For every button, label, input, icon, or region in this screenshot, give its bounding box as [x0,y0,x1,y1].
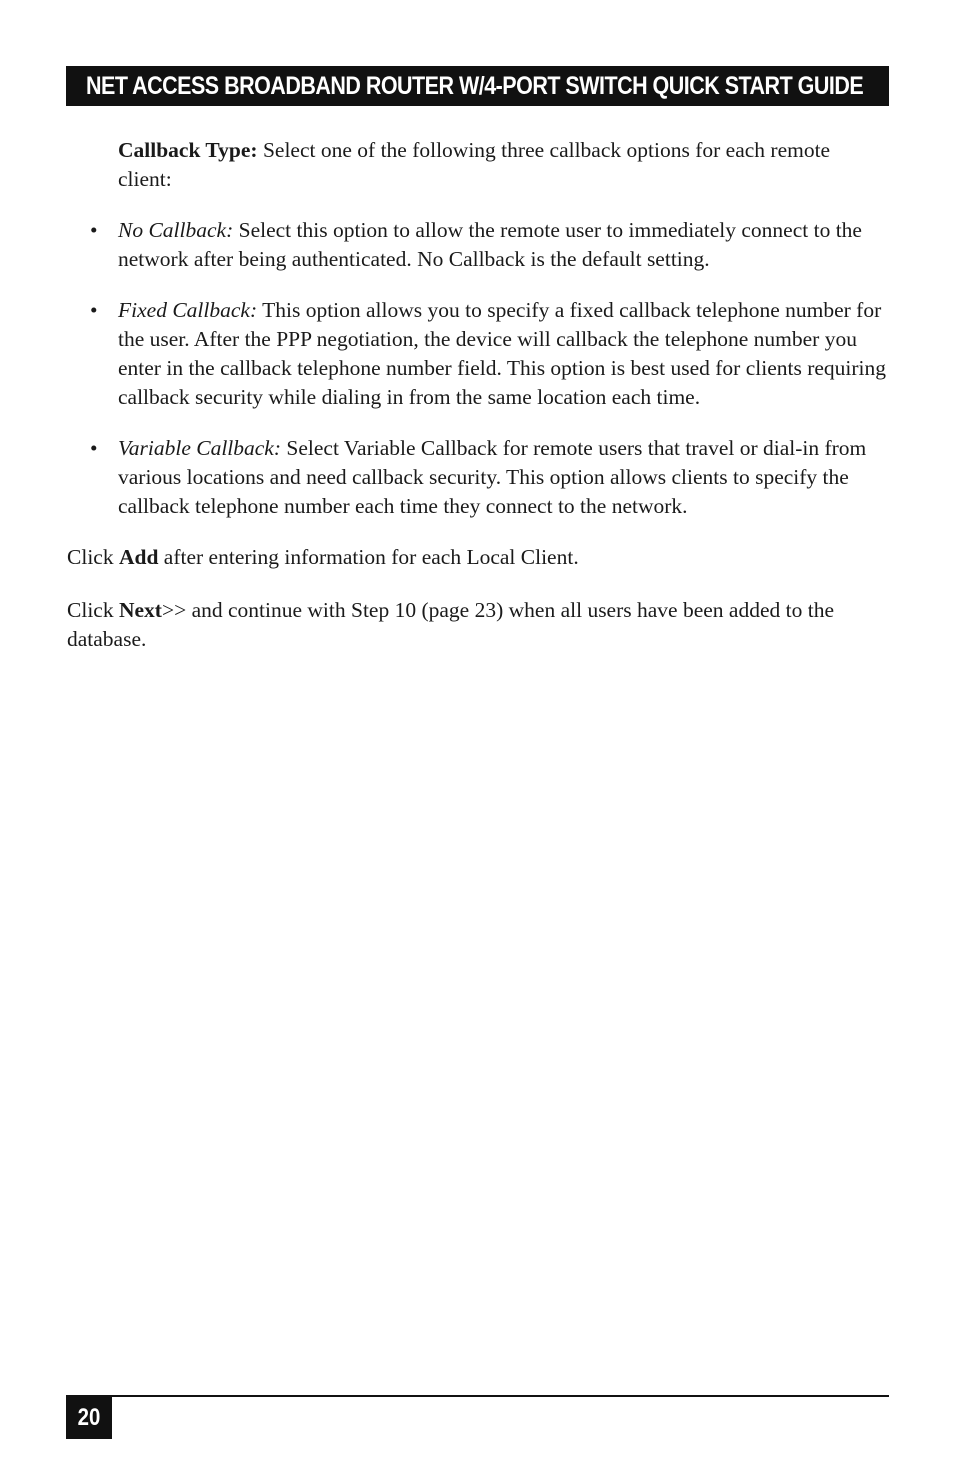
page-header-title: NET ACCESS BROADBAND ROUTER W/4-PORT SWITCH QUICK START GUIDE [86,72,864,100]
header-bar [66,66,889,106]
bullet-term: Variable Callback: [118,436,282,460]
bullet-term: Fixed Callback: [118,298,258,322]
bullet-term: No Callback: [118,218,234,242]
main-content [67,136,887,676]
next-prefix: Click [67,598,119,622]
next-keyword: Next [118,598,162,622]
callback-type-text: Select one of the following three callback options for each remote client: [118,138,831,191]
bullet-icon: • [90,218,98,242]
bullet-icon: • [90,436,98,460]
footer-rule [66,1395,889,1397]
bullet-no-callback [90,216,887,274]
add-keyword: Add [118,545,159,569]
bullet-variable-callback [90,434,887,521]
bullet-text: This option allows you to specify a fixed callback telephone number for the user. After the PPP negotiation, the device will callback the telephone number you enter in the callback telephone number field. This option is best used for clients requiring callback security while dialing in from the same location each time. [118,298,887,409]
add-prefix: Click [67,545,119,569]
callback-type-paragraph [118,136,887,194]
next-suffix: >> and continue with Step 10 (page 23) when all users have been added to the database. [67,598,834,651]
add-instruction [67,543,887,572]
page-number: 20 [77,1404,101,1431]
page-number-box [66,1397,112,1439]
bullet-text: Select this option to allow the remote user to immediately connect to the network after being authenticated. No Callback is the default setting. [118,218,862,271]
bullet-text: Select Variable Callback for remote users that travel or dial-in from various locations and need callback security. This option allows clients to specify the callback telephone number each time they connect to the network. [118,436,867,518]
next-instruction [67,596,887,654]
add-suffix: after entering information for each Local Client. [158,545,579,569]
callback-type-label: Callback Type: [118,138,258,162]
bullet-icon: • [90,298,98,322]
bullet-fixed-callback [90,296,887,412]
